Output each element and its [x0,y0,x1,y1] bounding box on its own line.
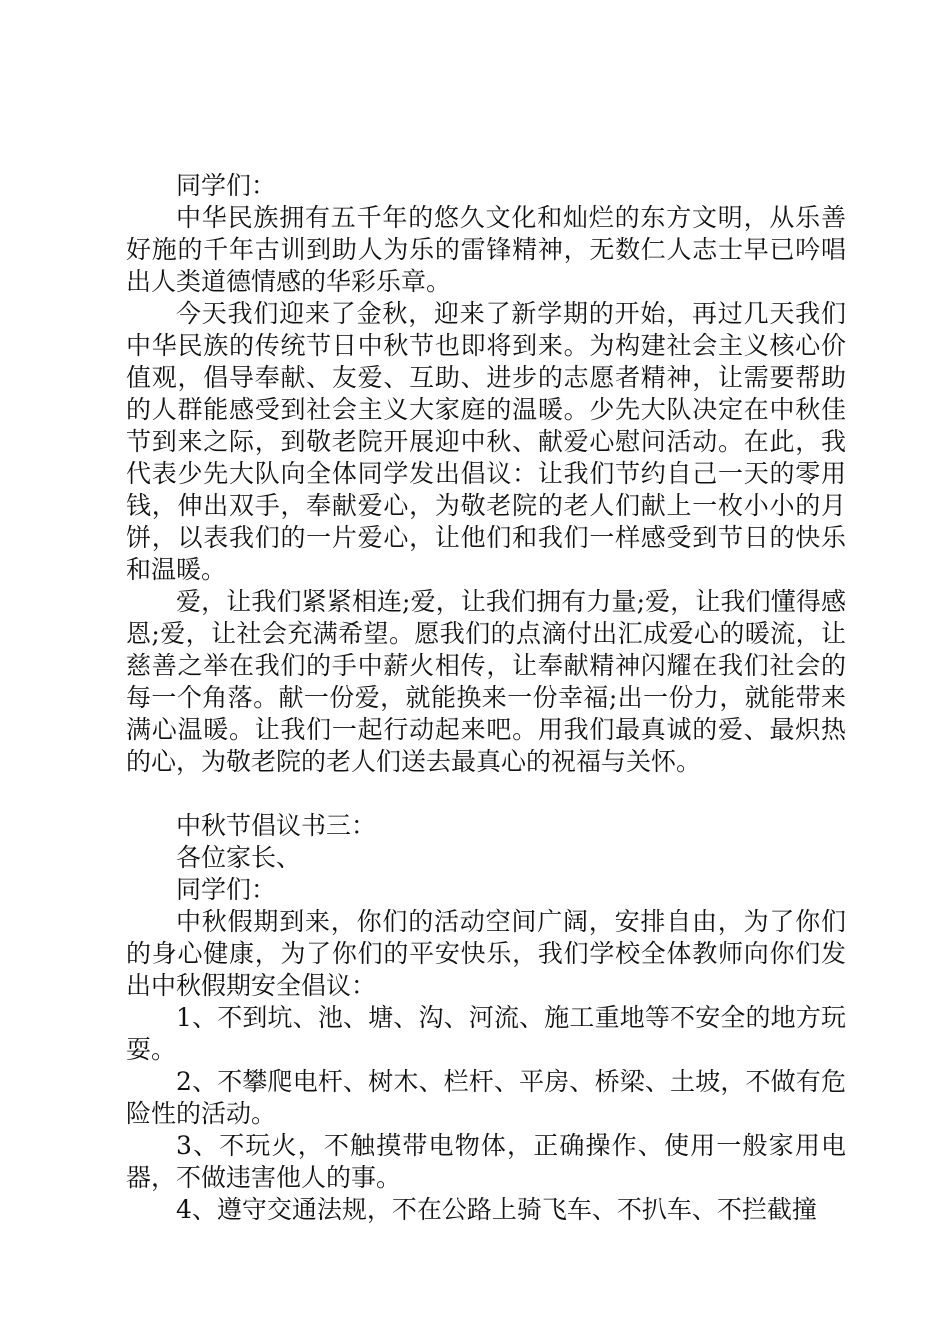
paragraph-mid-autumn-activity: 今天我们迎来了金秋，迎来了新学期的开始，再过几天我们中华民族的传统节日中秋节也即将到来。为构建社会主义核心价值观，倡导奉献、友爱、互助、进步的志愿者精神，让需要帮助的人群能感受到社会主义大家庭的温暖。少先大队决定在中秋佳节到来之际，到敬老院开展迎中秋、献爱心慰问活动。在此，我代表少先大队向全体同学发出倡议：让我们节约自己一天的零用钱，伸出双手，奉献爱心，为敬老院的老人们献上一枚小小的月饼，以表我们的一片爱心，让他们和我们一样感受到节日的快乐和温暖。 [126,299,846,584]
section-heading: 中秋节倡议书三： [176,811,377,840]
paragraph-love: 爱，让我们紧紧相连;爱，让我们拥有力量;爱，让我们懂得感恩;爱，让社会充满希望。愿我们的点滴付出汇成爱心的暖流，让慈善之举在我们的手中薪火相传，让奉献精神闪耀在我们社会的每一个角落。献一份爱，就能换来一份幸福;出一份力，就能带来满心温暖。让我们一起行动起来吧。用我们最真诚的爱、最炽热的心，为敬老院的老人们送去最真心的祝福与关怀。 [126,587,846,776]
list-item: 4、遵守交通法规，不在公路上骑飞车、不扒车、不拦截撞 [176,1195,817,1224]
list-item: 3、不玩火，不触摸带电物体，正确操作、使用一般家用电器，不做违害他人的事。 [126,1131,846,1192]
list-item: 2、不攀爬电杆、树木、栏杆、平房、桥梁、土坡，不做有危险性的活动。 [126,1067,846,1128]
salutation-parents: 各位家长、 [176,843,302,872]
paragraph-safety-intro: 中秋假期到来，你们的活动空间广阔，安排自由，为了你们的身心健康，为了你们的平安快乐，我们学校全体教师向你们发出中秋假期安全倡议： [126,907,846,1000]
salutation-students-2: 同学们： [176,875,277,904]
salutation-students: 同学们： [176,171,277,200]
section-spacer [126,778,846,810]
document-body [126,170,846,1226]
paragraph-culture: 中华民族拥有五千年的悠久文化和灿烂的东方文明，从乐善好施的千年古训到助人为乐的雷锋精神，无数仁人志士早已吟唱出人类道德情感的华彩乐章。 [126,203,846,296]
list-item: 1、不到坑、池、塘、沟、河流、施工重地等不安全的地方玩耍。 [126,1003,846,1064]
